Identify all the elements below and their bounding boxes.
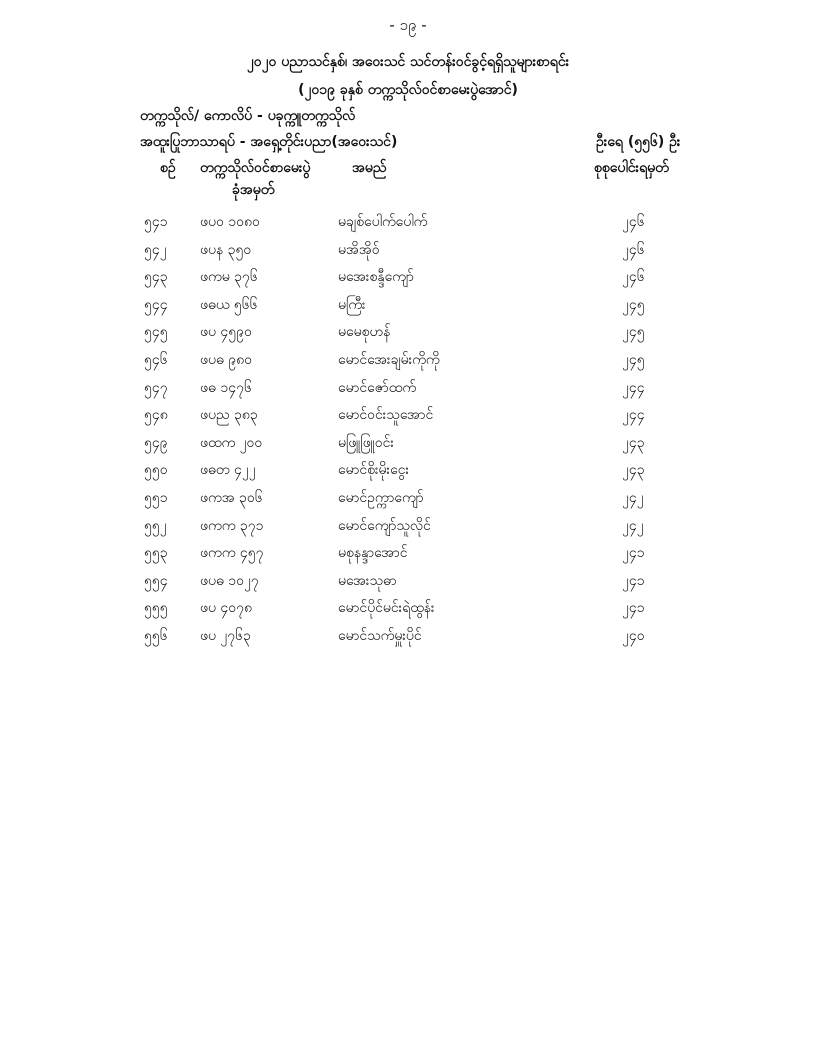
subject-line: အထူးပြုဘာသာရပ် - အရှေ့တိုင်းပညာ(အဝေးသင်) xyxy=(140,134,398,150)
row-number: ၅၄၅ xyxy=(144,324,168,341)
row-number: ၅၅၆ xyxy=(144,627,168,644)
roll-number: ဖထက ၂၀၀ xyxy=(200,434,263,451)
page-number: - ၁၉ - xyxy=(389,16,427,34)
student-name: မအေးစန္ဒီကျော် xyxy=(338,269,414,286)
total-marks: ၂၄၀ xyxy=(622,627,645,644)
column-header-no: စဉ် xyxy=(160,160,176,176)
row-number: ၅၅၃ xyxy=(144,545,168,562)
roll-number: ဖဓတ ၄၂၂ xyxy=(200,462,256,479)
list-title: ၂၀၂၀ ပညာသင်နှစ်၊ အဝေးသင် သင်တန်းဝင်ခွင့်ရရှိသူများစာရင်း xyxy=(246,54,570,70)
roll-number: ဖပ ၂၇၆၃ xyxy=(200,627,251,644)
total-marks: ၂၄၃ xyxy=(622,434,645,451)
column-header-marks: စုစုပေါင်းရမှတ် xyxy=(594,160,669,176)
roll-number: ဖကက ၄၅၇ xyxy=(200,545,264,562)
student-name: မောင်စိုးမိုးငွေး xyxy=(338,462,410,479)
roll-number: ဖပဝ ၁၀၈၀ xyxy=(200,214,260,230)
total-marks: ၂၄၆ xyxy=(622,269,645,286)
student-name: မစုနန္ဒာအောင် xyxy=(338,545,408,562)
table-row xyxy=(0,567,816,595)
total-marks: ၂၄၅ xyxy=(622,296,645,313)
row-number: ၅၅၂ xyxy=(144,517,167,534)
total-marks: ၂၄၄ xyxy=(622,379,645,396)
row-number: ၅၅၄ xyxy=(144,572,168,589)
table-row xyxy=(0,594,816,622)
row-number: ၅၅၁ xyxy=(144,489,168,506)
table-row xyxy=(0,318,816,346)
column-header-roll: တက္ကသိုလ်ဝင်စာမေးပွဲ xyxy=(200,160,311,176)
row-number: ၅၅၀ xyxy=(144,462,168,479)
row-number: ၅၄၇ xyxy=(144,379,168,396)
table-row xyxy=(0,484,816,512)
total-marks: ၂၄၄ xyxy=(622,407,645,424)
total-marks: ၂၄၃ xyxy=(622,462,645,479)
table-row xyxy=(0,236,816,264)
student-name: မောင်အေးချမ်းကိုကို xyxy=(338,351,440,368)
roll-number: ဖပဓ ၉၈၀ xyxy=(200,351,253,368)
table-row xyxy=(0,539,816,567)
student-name: မောင်ဇော်ထက် xyxy=(338,379,417,396)
total-marks: ၂၄၂ xyxy=(622,489,644,506)
row-number: ၅၄၄ xyxy=(144,296,168,313)
total-marks: ၂၄၁ xyxy=(622,600,645,617)
total-marks: ၂၄၁ xyxy=(622,545,645,562)
roll-number: ဖကက ၃၇၁ xyxy=(200,517,264,534)
table-row xyxy=(0,622,816,650)
row-number: ၅၄၂ xyxy=(144,241,167,258)
total-marks: ၂၄၂ xyxy=(622,517,644,534)
column-header-roll-line2: ခုံအမှတ် xyxy=(232,182,275,198)
row-number: ၅၄၁ xyxy=(144,214,168,230)
total-marks: ၂၄၁ xyxy=(622,572,645,589)
student-count: ဦးရေ (၅၅၆) ဦး xyxy=(596,134,681,150)
row-number: ၅၄၉ xyxy=(144,434,168,451)
table-row xyxy=(0,401,816,429)
total-marks: ၂၄၆ xyxy=(622,241,645,258)
total-marks: ၂၄၆ xyxy=(622,214,645,230)
column-header-name: အမည် xyxy=(352,160,387,176)
total-marks: ၂၄၅ xyxy=(622,324,645,341)
student-list xyxy=(0,208,816,650)
roll-number: ဖဓ ၁၄၇၆ xyxy=(200,379,252,396)
roll-number: ဖပန ၃၅၀ xyxy=(200,241,252,258)
table-row xyxy=(0,456,816,484)
row-number: ၅၅၅ xyxy=(144,600,168,617)
student-name: မဖြူဖြူဝင်း xyxy=(338,434,394,451)
roll-number: ဖပ ၄၀၇၈ xyxy=(200,600,253,617)
table-row xyxy=(0,512,816,540)
table-row xyxy=(0,429,816,457)
roll-number: ဖပည ၃၈၃ xyxy=(200,407,258,424)
student-name: မအိအိုဝ် xyxy=(338,241,380,258)
student-name: မောင်သက်မှူးပိုင် xyxy=(338,627,422,644)
row-number: ၅၄၈ xyxy=(144,407,168,424)
list-subtitle: (၂၀၁၉ ခုနှစ် တက္ကသိုလ်ဝင်စာမေးပွဲအောင်) xyxy=(298,82,518,98)
student-name: မမေစုဟန် xyxy=(338,324,391,341)
student-name: မောင်ဥက္ကာကျော် xyxy=(338,489,424,506)
roll-number: ဖပ ၄၅၉၀ xyxy=(200,324,252,341)
roll-number: ဖကအ ၃၀၆ xyxy=(200,489,263,506)
student-name: မချစ်ပေါက်ပေါက် xyxy=(338,214,428,230)
student-name: မောင်ဝင်းသူအောင် xyxy=(338,407,434,424)
table-row xyxy=(0,346,816,374)
student-name: မအေးသုဓာ xyxy=(338,572,397,589)
row-number: ၅၄၃ xyxy=(144,269,168,286)
student-name: မောင်ပိုင်မင်းရဲထွန်း xyxy=(338,600,435,617)
table-row xyxy=(0,374,816,402)
table-row xyxy=(0,208,816,236)
student-name: မကြီး xyxy=(338,296,366,313)
roll-number: ဖကမ ၃၇၆ xyxy=(200,269,258,286)
row-number: ၅၄၆ xyxy=(144,351,168,368)
roll-number: ဖပဓ ၁၀၂၇ xyxy=(200,572,259,589)
total-marks: ၂၄၅ xyxy=(622,351,645,368)
roll-number: ဖဓယ ၅၆၆ xyxy=(200,296,258,313)
university-line: တက္ကသိုလ်/ ကောလိပ် - ပခုက္ကူတက္ကသိုလ် xyxy=(140,108,356,124)
student-name: မောင်ကျော်သူလိုင် xyxy=(338,517,431,534)
table-row xyxy=(0,263,816,291)
table-row xyxy=(0,291,816,319)
